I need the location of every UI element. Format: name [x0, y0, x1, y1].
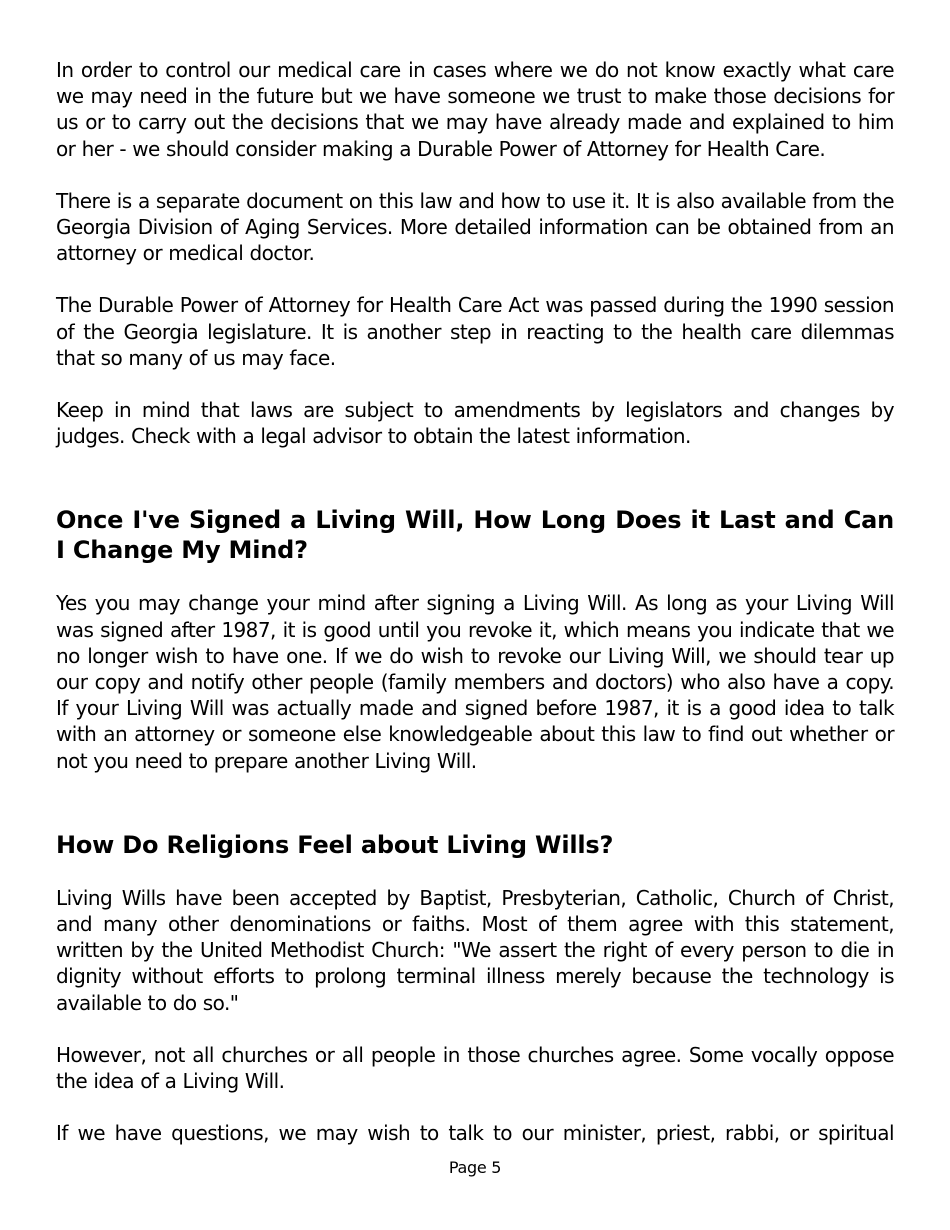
page-number: Page 5: [448, 1158, 502, 1177]
paragraph-change-mind: Yes you may change your mind after signing a Living Will. As long as your Living Will was signed after 1987, it is good until you revoke it, which means you indicate that we no longer wish to have one. If we do wish to revoke our Living Will, we should tear up our copy and notify other people (family members and doctors) who also have a copy. If your Living Will was actually made and signed before 1987, it is a good idea to talk with an attorney or someone else knowledgeable about this law to find out whether or not you need to prepare another Living Will.: [56, 591, 894, 773]
paragraph-questions: If we have questions, we may wish to talk to our minister, priest, rabbi, or spiritual: [56, 1121, 894, 1146]
paragraph-durable-power: In order to control our medical care in cases where we do not know exactly what care we may need in the future but we have someone we trust to make those decisions for us or to carry out the decisions that we may have already made and explained to him or her - we should consider making a Durable Power of Attorney for Health Care.: [56, 58, 894, 161]
paragraph-laws-amendments: Keep in mind that laws are subject to amendments by legislators and changes by judges. Check with a legal advisor to obtain the latest information.: [56, 398, 894, 449]
section-heading-change-mind: Once I've Signed a Living Will, How Long Does it Last and Can I Change My Mind?: [56, 506, 894, 565]
paragraph-religions-accepted: Living Wills have been accepted by Baptist, Presbyterian, Catholic, Church of Christ, and many other denominations or faiths. Most of them agree with this statement, written by the United Methodist Church: "We assert the right of every person to die in dignity without efforts to prolong terminal illness merely because the technology is available to do so.": [56, 885, 894, 1015]
document-page: [56, 57, 894, 1146]
paragraph-act-passed: The Durable Power of Attorney for Health Care Act was passed during the 1990 session of the Georgia legislature. It is another step in reacting to the health care dilemmas that so many of us may face.: [56, 293, 894, 370]
section-heading-religions: How Do Religions Feel about Living Wills?: [56, 830, 614, 859]
paragraph-separate-document: There is a separate document on this law and how to use it. It is also available from the Georgia Division of Aging Services. More detailed information can be obtained from an attorney or medical doctor.: [56, 188, 894, 266]
paragraph-not-all-agree: However, not all churches or all people in those churches agree. Some vocally oppose the idea of a Living Will.: [56, 1042, 894, 1094]
